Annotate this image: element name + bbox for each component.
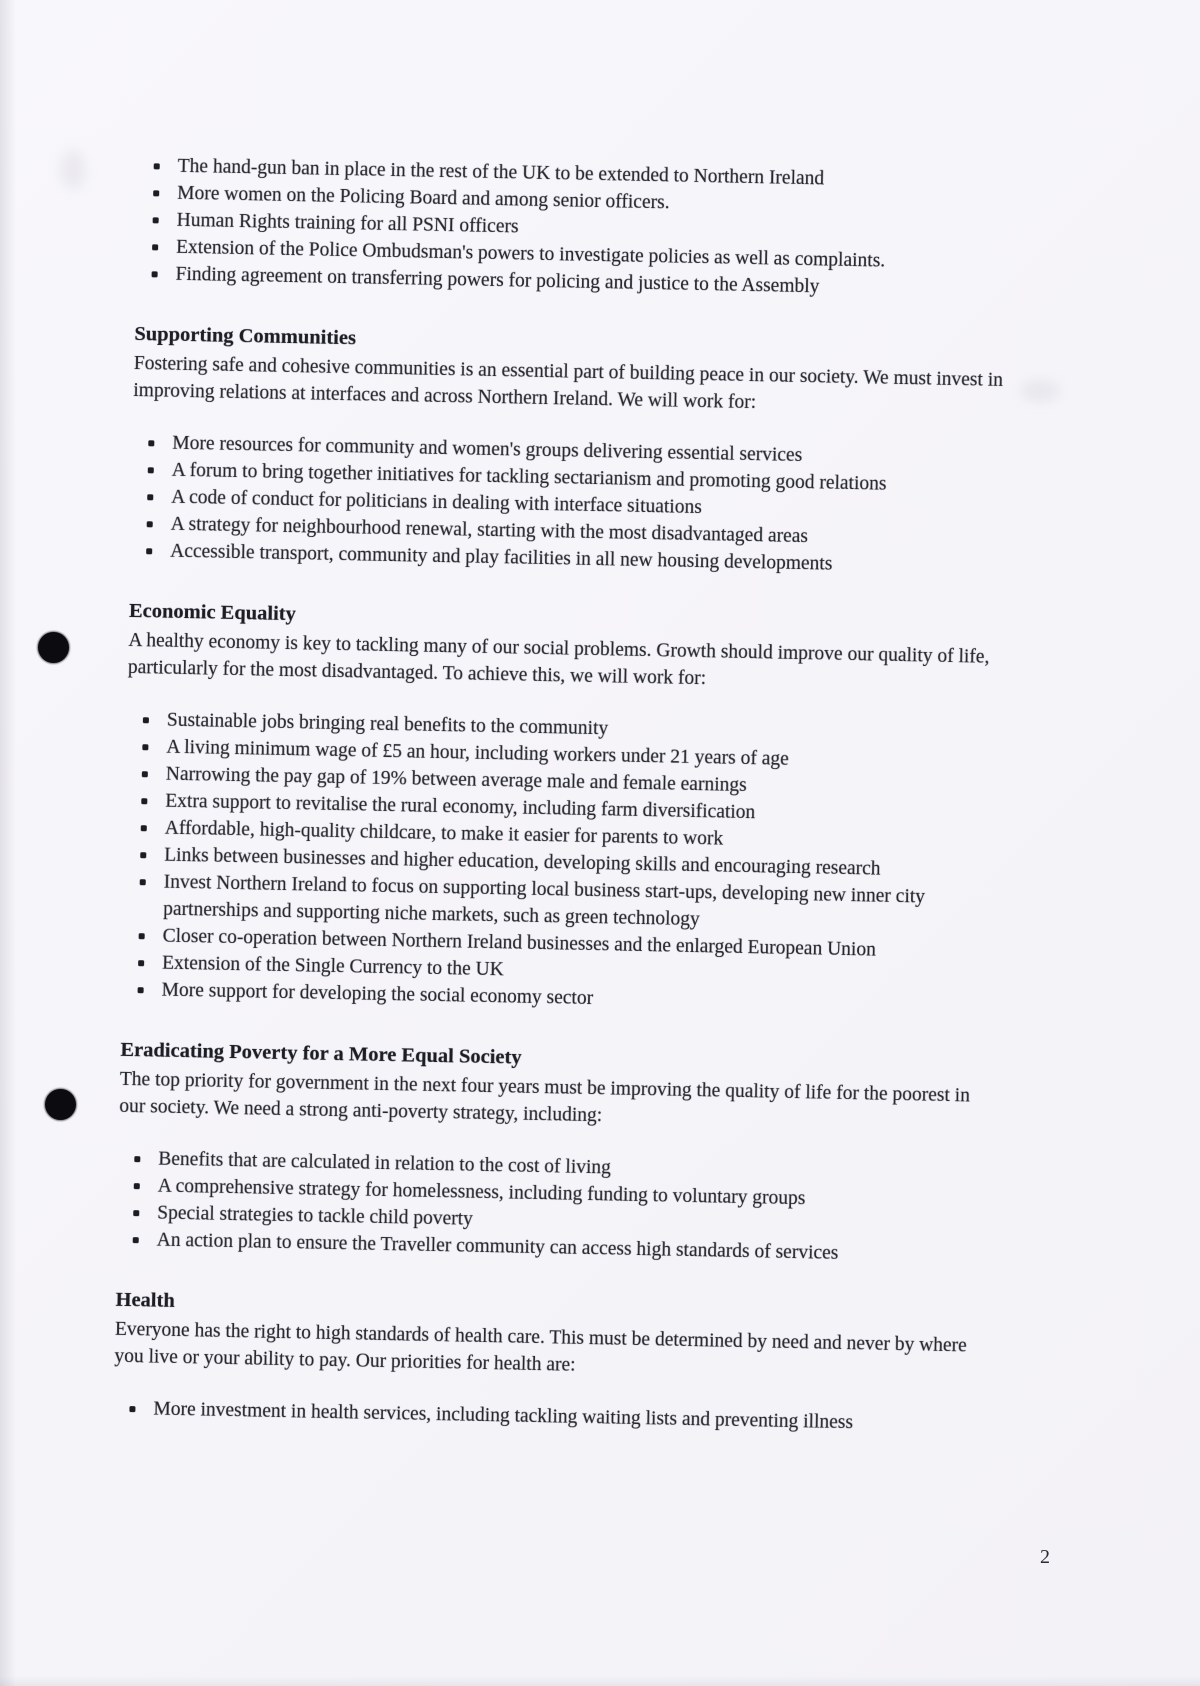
hole-punch-mark (38, 632, 69, 663)
bullet-text: The hand-gun ban in place in the rest of the UK to be extended to Northern Ireland (177, 155, 825, 190)
section-intro: Everyone has the right to high standards of health care. This must be determined by need and never by where you live or your ability to pay. Our priorities for health are: (114, 1318, 967, 1376)
section-heading: Supporting Communities (134, 322, 357, 350)
section-heading: Health (115, 1288, 175, 1312)
bullet-icon (133, 1210, 139, 1216)
bullet-text: More support for developing the social economy sector (161, 979, 594, 1010)
section-intro: The top priority for government in the next four years must be improving the quality of life for the poorest in our society. We need a strong anti-poverty strategy, including: (119, 1068, 971, 1127)
bullet-list (121, 706, 999, 1020)
bullet-text: Links between businesses and higher education, developing skills and encouraging research (164, 844, 881, 880)
bullet-icon (143, 717, 149, 723)
bullet-text: Accessible transport, community and play facilities in all new housing developments (169, 540, 833, 575)
bullet-icon (133, 1237, 139, 1243)
bullet-icon (147, 521, 153, 527)
scan-smudge (1020, 380, 1060, 402)
bullet-list (135, 152, 1009, 304)
bullet-icon (140, 852, 146, 858)
bullet-text: Invest Northern Ireland to focus on supporting local business start-ups, developing new inner city partnerships and supporting niche markets, such as green technology (163, 871, 926, 931)
bullet-icon (153, 190, 159, 196)
section-intro: A healthy economy is key to tackling many of our social problems. Growth should improve our quality of life, particularly for the most disadvantaged. To achieve this, we will work for: (127, 629, 990, 690)
bullet-text: More resources for community and women's groups delivering essential services (172, 432, 803, 467)
bullet-text: Closer co-operation between Northern Ireland businesses and the enlarged European Union (162, 925, 877, 961)
bullet-icon (146, 548, 152, 554)
section-intro: Fostering safe and cohesive communities is an essential part of building peace in our society. We must invest in improving relations at interfaces and across Northern Ireland. We will work for: (133, 352, 1004, 414)
bullet-icon (138, 987, 144, 993)
bullet-list (113, 1395, 985, 1439)
document-content (113, 152, 1010, 1439)
bullet-icon (134, 1156, 140, 1162)
section-eradicating-poverty (116, 1037, 992, 1270)
bullet-icon (142, 771, 148, 777)
bullet-icon (153, 217, 159, 223)
bullet-icon (140, 879, 146, 885)
bullet-icon (152, 244, 158, 250)
bullet-text: An action plan to ensure the Traveller community can access high standards of services (156, 1229, 839, 1264)
page-number: 2 (1040, 1546, 1050, 1568)
bullet-icon (139, 933, 145, 939)
bullet-icon (154, 163, 160, 169)
section-economic-equality (121, 598, 1001, 1020)
bullet-text: A strategy for neighbourhood renewal, starting with the most disadvantaged areas (170, 513, 809, 548)
scan-edge-shadow-bottom (0, 1676, 1200, 1686)
bullet-text: Narrowing the pay gap of 19% between average male and female earnings (165, 763, 747, 797)
bullet-text: Extension of the Single Currency to the UK (161, 952, 505, 981)
scan-edge-shadow-left (0, 0, 16, 1686)
bullet-text: Finding agreement on transferring powers for policing and justice to the Assembly (175, 263, 820, 298)
bullet-icon (148, 467, 154, 473)
hole-punch-mark (45, 1089, 76, 1120)
bullet-text: Extra support to revitalise the rural economy, including farm diversification (165, 790, 756, 824)
bullet-text: Extension of the Police Ombudsman's powers to investigate policies as well as complaints. (175, 236, 886, 272)
bullet-text: A comprehensive strategy for homelessness, including funding to voluntary groups (157, 1175, 806, 1210)
section-heading: Economic Equality (128, 599, 297, 626)
bullet-text: A forum to bring together initiatives for tackling sectarianism and promoting good relations (171, 459, 887, 495)
bullet-list (130, 429, 1004, 581)
bullet-icon (141, 798, 147, 804)
bullet-icon (129, 1406, 135, 1412)
bullet-text: Sustainable jobs bringing real benefits to the community (166, 709, 609, 740)
section-heading: Eradicating Poverty for a More Equal Society (120, 1038, 522, 1069)
bullet-icon (142, 744, 148, 750)
section-supporting-communities (130, 321, 1007, 581)
bullet-text: A code of conduct for politicians in dealing with interface situations (171, 486, 703, 519)
bullet-icon (134, 1183, 140, 1189)
bullet-icon (152, 271, 158, 277)
bullet-icon (138, 960, 144, 966)
bullet-item (123, 1395, 985, 1439)
bullet-text: More investment in health services, including tackling waiting lists and preventing illness (153, 1398, 854, 1434)
bullet-icon (141, 825, 147, 831)
section-health (113, 1287, 987, 1439)
bullet-text: Special strategies to tackle child poverty (157, 1202, 474, 1230)
bullet-icon (148, 440, 154, 446)
bullet-text: A living minimum wage of £5 an hour, including workers under 21 years of age (166, 736, 790, 770)
bullet-icon (147, 494, 153, 500)
bullet-text: Benefits that are calculated in relation to the cost of living (158, 1148, 612, 1179)
bullet-text: More women on the Policing Board and among senior officers. (176, 182, 670, 214)
scan-smudge (60, 150, 86, 190)
bullet-list (116, 1145, 990, 1270)
bullet-text: Human Rights training for all PSNI officers (176, 209, 519, 238)
bullet-text: Affordable, high-quality childcare, to make it easier for parents to work (164, 817, 724, 850)
section-policing-bullets (135, 152, 1009, 304)
